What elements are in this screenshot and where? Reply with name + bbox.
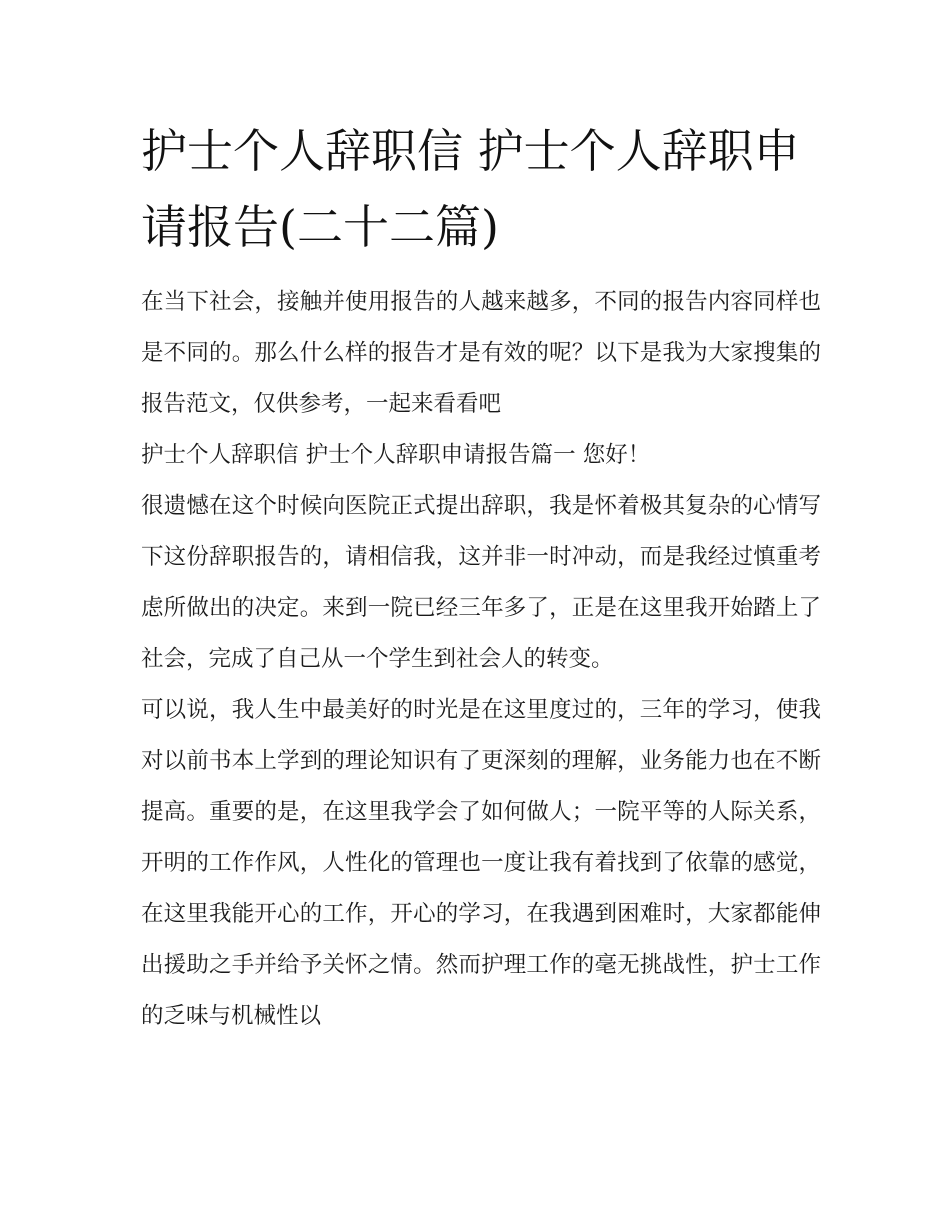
paragraph-resignation: 很遗憾在这个时候向医院正式提出辞职，我是怀着极其复杂的心情写下这份辞职报告的，请相信我，这并非一时冲动，而是我经过慎重考虑所做出的决定。来到一院已经三年多了，正是在这里我开始踏上了社会，完成了自己从一个学生到社会人的转变。 [141,493,821,672]
paragraph-heading-letter-one: 护士个人辞职信 护士个人辞职申请报告篇一 您好！ [141,442,651,468]
document-title: 护士个人辞职信 护士个人辞职申请报告(二十二篇) [141,124,800,254]
document-body [141,113,821,1042]
paragraph-reflection: 可以说，我人生中最美好的时光是在这里度过的，三年的学习，使我对以前书本上学到的理论知识有了更深刻的理解，业务能力也在不断提高。重要的是，在这里我学会了如何做人；一院平等的人际关系，开明的工作作风，人性化的管理也一度让我有着找到了依靠的感觉，在这里我能开心的工作，开心的学习，在我遇到困难时，大家都能伸出援助之手并给予关怀之情。然而护理工作的毫无挑战性，护士工作的乏味与机械性以 [141,697,821,1029]
paragraph-intro: 在当下社会，接触并使用报告的人越来越多，不同的报告内容同样也是不同的。那么什么样的报告才是有效的呢？以下是我为大家搜集的报告范文，仅供参考，一起来看看吧 [141,289,821,417]
